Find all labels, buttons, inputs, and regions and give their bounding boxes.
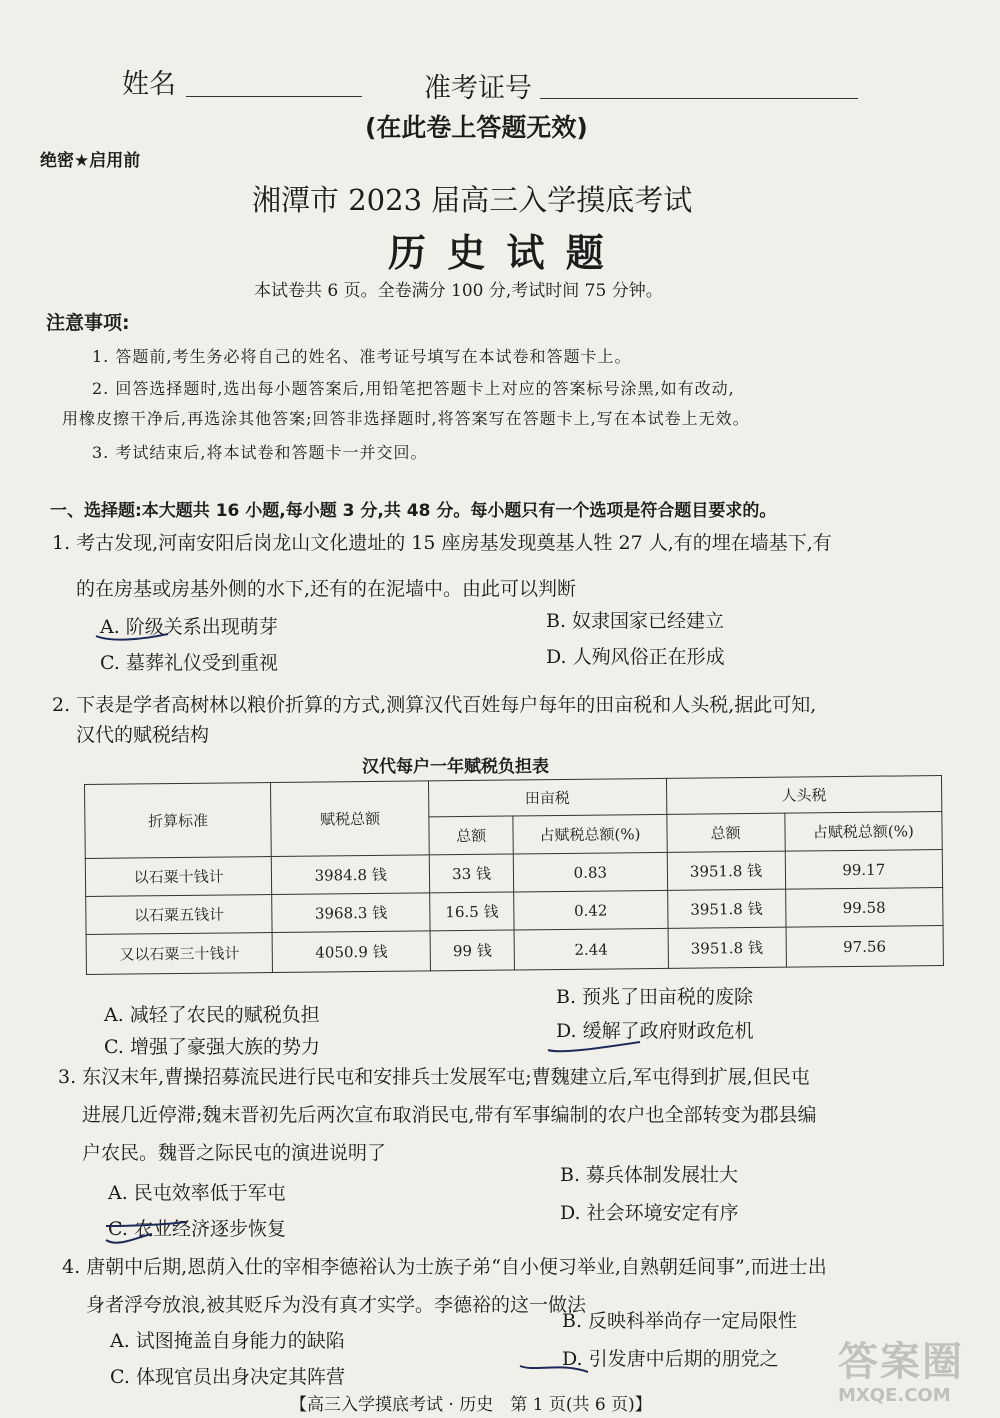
pen-strike-q3c (106, 1222, 186, 1226)
q3-option-b: B. 募兵体制发展壮大 (560, 1164, 739, 1186)
q2-option-a: A. 减轻了农民的赋税负担 (104, 1004, 320, 1026)
cell-land-share: 2.44 (514, 928, 668, 970)
watermark-logo (838, 1330, 988, 1416)
page-footer: 【高三入学摸底考试 · 历史 第 1 页(共 6 页)】 (290, 1395, 652, 1415)
secret-mark: 绝密★启用前 (40, 151, 141, 171)
note-1: 1. 答题前,考生务必将自己的姓名、准考证号填写在本试卷和答题卡上。 (92, 347, 632, 366)
table-header-land-tax: 田亩税 (428, 778, 666, 816)
exam-number-label: 准考证号 (424, 73, 532, 104)
q1-stem-line2: 的在房基或房基外侧的水下,还有的在泥墙中。由此可以判断 (76, 578, 577, 600)
q4-option-b: B. 反映科举尚存一定局限性 (562, 1310, 798, 1332)
cell-land-share: 0.83 (514, 852, 668, 892)
exam-title: 湘潭市 2023 届高三入学摸底考试 (252, 183, 693, 217)
cell-poll-share: 99.17 (785, 850, 943, 890)
cell-land-amount: 16.5 钱 (430, 892, 515, 931)
q4-option-c: C. 体现官员出身决定其阵营 (110, 1366, 345, 1388)
table-header-land-amount: 总额 (429, 816, 514, 855)
pen-underline-q2d (548, 1042, 640, 1051)
q4-stem-line2: 身者浮夸放浪,被其贬斥为没有真才实学。李德裕的这一做法 (86, 1294, 587, 1316)
cell-poll-share: 99.58 (785, 888, 943, 928)
cell-land-amount: 33 钱 (429, 854, 514, 893)
table-header-poll-share: 占赋税总额(%) (784, 812, 942, 852)
cell-standard: 以石粟五钱计 (86, 895, 273, 935)
pen-underline-q1a (96, 634, 168, 640)
pen-underline-q4d (520, 1366, 588, 1372)
table-header-land-share: 占赋税总额(%) (513, 814, 667, 854)
q2-option-c: C. 增强了豪强大族的势力 (104, 1036, 320, 1058)
q1-option-d: D. 人殉风俗正在形成 (546, 646, 725, 668)
table-header-poll-tax: 人头税 (666, 776, 942, 815)
cell-land-share: 0.42 (514, 890, 668, 930)
watermark-sub: MXQE.COM (838, 1385, 951, 1406)
cell-poll-amount: 3951.8 钱 (667, 889, 786, 928)
notes-title: 注意事项: (46, 312, 130, 334)
q3-option-a: A. 民屯效率低于军屯 (108, 1182, 286, 1204)
q4-option-a: A. 试图掩盖自身能力的缺陷 (110, 1330, 345, 1352)
table-title: 汉代每户一年赋税负担表 (362, 757, 549, 777)
name-label: 姓名 (122, 69, 176, 100)
q4-stem-line1: 4. 唐朝中后期,恩荫入仕的宰相李德裕认为士族子弟“自小便习举业,自熟朝廷间事”,而进士出 (62, 1256, 827, 1278)
q1-stem-line1: 1. 考古发现,河南安阳后岗龙山文化遗址的 15 座房基发现奠基人牲 27 人,有的埋在墙基下,有 (52, 532, 832, 554)
q3-option-c: C. 农业经济逐步恢复 (108, 1218, 286, 1240)
q3-option-d: D. 社会环境安定有序 (560, 1202, 739, 1224)
table-header-total: 赋税总额 (271, 781, 429, 857)
q3-stem-line1: 3. 东汉末年,曹操招募流民进行民屯和安排兵士发展军屯;曹魏建立后,军屯得到扩展,但民屯 (58, 1066, 810, 1088)
watermark-text: 答案圈 (838, 1339, 964, 1385)
cell-total: 3984.8 钱 (272, 855, 430, 895)
q2-stem-line2: 汉代的赋税结构 (76, 724, 210, 746)
note-2: 2. 回答选择题时,选出每小题答案后,用铅笔把答题卡上对应的答案标号涂黑,如有改动, (92, 379, 735, 398)
cell-land-amount: 99 钱 (430, 930, 515, 971)
section-heading: 一、选择题:本大题共 16 小题,每小题 3 分,共 48 分。每小题只有一个选项是符合题目要求的。 (50, 501, 777, 521)
table-header-poll-amount: 总额 (666, 813, 785, 852)
q2-option-d: D. 缓解了政府财政危机 (556, 1020, 754, 1042)
cell-total: 3968.3 钱 (272, 893, 430, 933)
q1-option-a: A. 阶级关系出现萌芽 (100, 616, 278, 638)
q2-stem-line1: 2. 下表是学者高树林以粮价折算的方式,测算汉代百姓每户每年的田亩税和人头税,据此可知, (52, 694, 817, 716)
cell-total: 4050.9 钱 (273, 931, 431, 973)
table-header-standard: 折算标准 (85, 783, 272, 859)
q3-stem-line2: 进展几近停滞;魏末晋初先后两次宣布取消民屯,带有军事编制的农户也全部转变为郡县编 (82, 1104, 817, 1126)
cell-poll-amount: 3951.8 钱 (667, 851, 786, 890)
cell-poll-amount: 3951.8 钱 (668, 927, 787, 968)
cell-standard: 以石粟十钱计 (85, 857, 272, 897)
q1-option-b: B. 奴隶国家已经建立 (546, 610, 725, 632)
cell-standard: 又以石粟三十钱计 (86, 933, 273, 975)
exam-info: 本试卷共 6 页。全卷满分 100 分,考试时间 75 分钟。 (254, 281, 663, 301)
note-2-cont: 用橡皮擦干净后,再选涂其他答案;回答非选择题时,将答案写在答题卡上,写在本试卷上无效。 (62, 409, 750, 428)
cell-poll-share: 97.56 (786, 926, 944, 968)
subject-title: 历 史 试 题 (388, 231, 608, 275)
q3-stem-line3: 户农民。魏晋之际民屯的演进说明了 (82, 1142, 387, 1164)
q4-option-d: D. 引发唐中后期的朋党之 (562, 1348, 779, 1370)
q1-option-c: C. 墓葬礼仪受到重视 (100, 652, 278, 674)
pen-tick-q3c (106, 1234, 152, 1243)
invalid-note: (在此卷上答题无效) (365, 113, 588, 142)
note-3: 3. 考试结束后,将本试卷和答题卡一并交回。 (92, 443, 428, 462)
q2-option-b: B. 预兆了田亩税的废除 (556, 986, 754, 1008)
